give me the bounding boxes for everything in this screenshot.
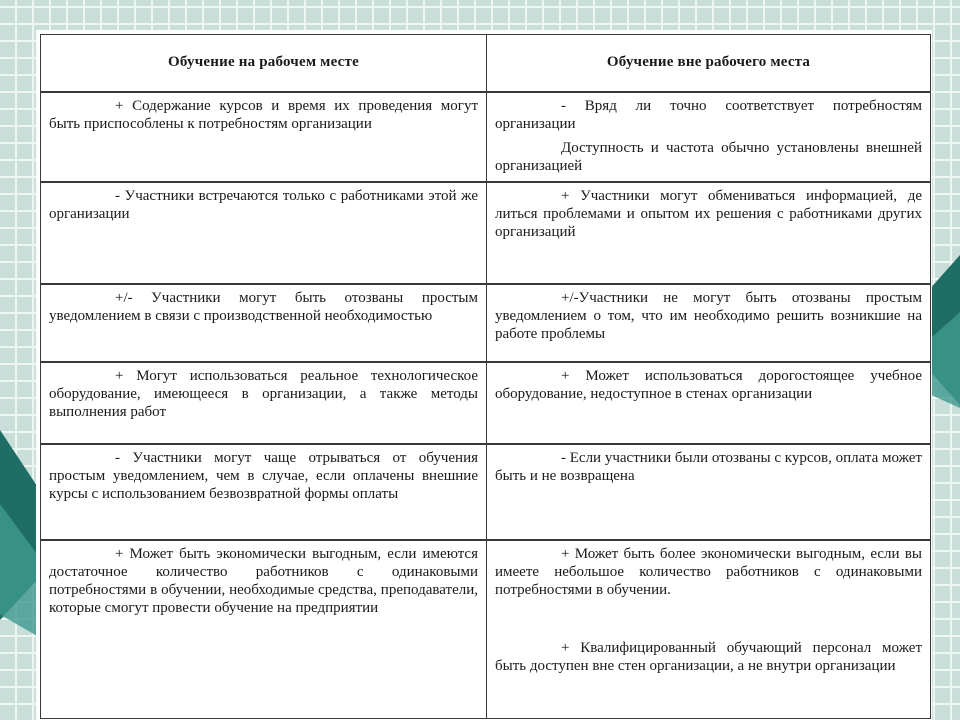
cell-text: + Содержание курсов и время их проведения могут быть приспособлены к потребностям организации: [49, 98, 478, 132]
table-row: [41, 92, 931, 182]
table-row: [41, 540, 931, 718]
cell-on-site: [41, 92, 487, 182]
cell-off-site: [487, 284, 931, 362]
cell-on-site: [41, 182, 487, 284]
comparison-table: [40, 34, 931, 719]
cell-off-site: [487, 92, 931, 182]
cell-text: - Участники могут чаще отрываться от обучения простым уведомлением, чем в случае, если оплачены внешние курсы с использованием безвозвратной формы оплаты: [49, 450, 478, 502]
cell-text: Доступность и частота обычно установлены внешней организацией: [495, 140, 922, 174]
table-row: [41, 284, 931, 362]
document-sheet: [36, 30, 932, 720]
cell-text: + Может быть экономически выгодным, если имеются достаточное количество работников с одинаковыми потребностями в обучении, необходимые средства, преподаватели, которые смогут провести обучение на предприятии: [49, 546, 478, 616]
cell-text: + Квалифицированный обучающий персонал может быть доступен вне стен организации, а не внутри организации: [495, 640, 922, 674]
cell-on-site: [41, 284, 487, 362]
cell-text: + Участники могут обмениваться информацией, де литься проблемами и опытом их решения с работниками других организаций: [495, 188, 922, 240]
cell-on-site: [41, 444, 487, 540]
cell-on-site: [41, 540, 487, 718]
table-row: [41, 362, 931, 444]
cell-off-site: [487, 182, 931, 284]
cell-text: +/- Участники могут быть отозваны простым уведомлением в связи с производственной необходимостью: [49, 290, 478, 324]
cell-text: - Вряд ли точно соответствует потребностям организации: [495, 98, 922, 132]
cell-text: + Может использоваться дорогостоящее учебное оборудование, недоступное в стенах организации: [495, 368, 922, 402]
table-row: [41, 444, 931, 540]
cell-off-site: [487, 444, 931, 540]
table-row: [41, 182, 931, 284]
cell-on-site: [41, 362, 487, 444]
cell-text: + Могут использоваться реальное технологическое оборудование, имеющееся в организации, а также методы выполнения работ: [49, 368, 478, 420]
cell-text: - Если участники были отозваны с курсов, оплата может быть и не возвращена: [495, 450, 922, 484]
header-off-site-training: Обучение вне рабочего места: [487, 35, 931, 93]
cell-text: +/-Участники не могут быть отозваны простым уведомлением о том, что им необходимо решить возникшие на работе проблемы: [495, 290, 922, 342]
cell-off-site: [487, 362, 931, 444]
cell-text: - Участники встречаются только с работниками этой же организации: [49, 188, 478, 222]
cell-off-site: [487, 540, 931, 718]
cell-text: + Может быть более экономически выгодным, если вы имеете небольшое количество работников с одинаковыми потребностями в обучении.: [495, 546, 922, 598]
header-on-site-training: Обучение на рабочем месте: [41, 35, 487, 93]
table-header-row: [41, 35, 931, 93]
